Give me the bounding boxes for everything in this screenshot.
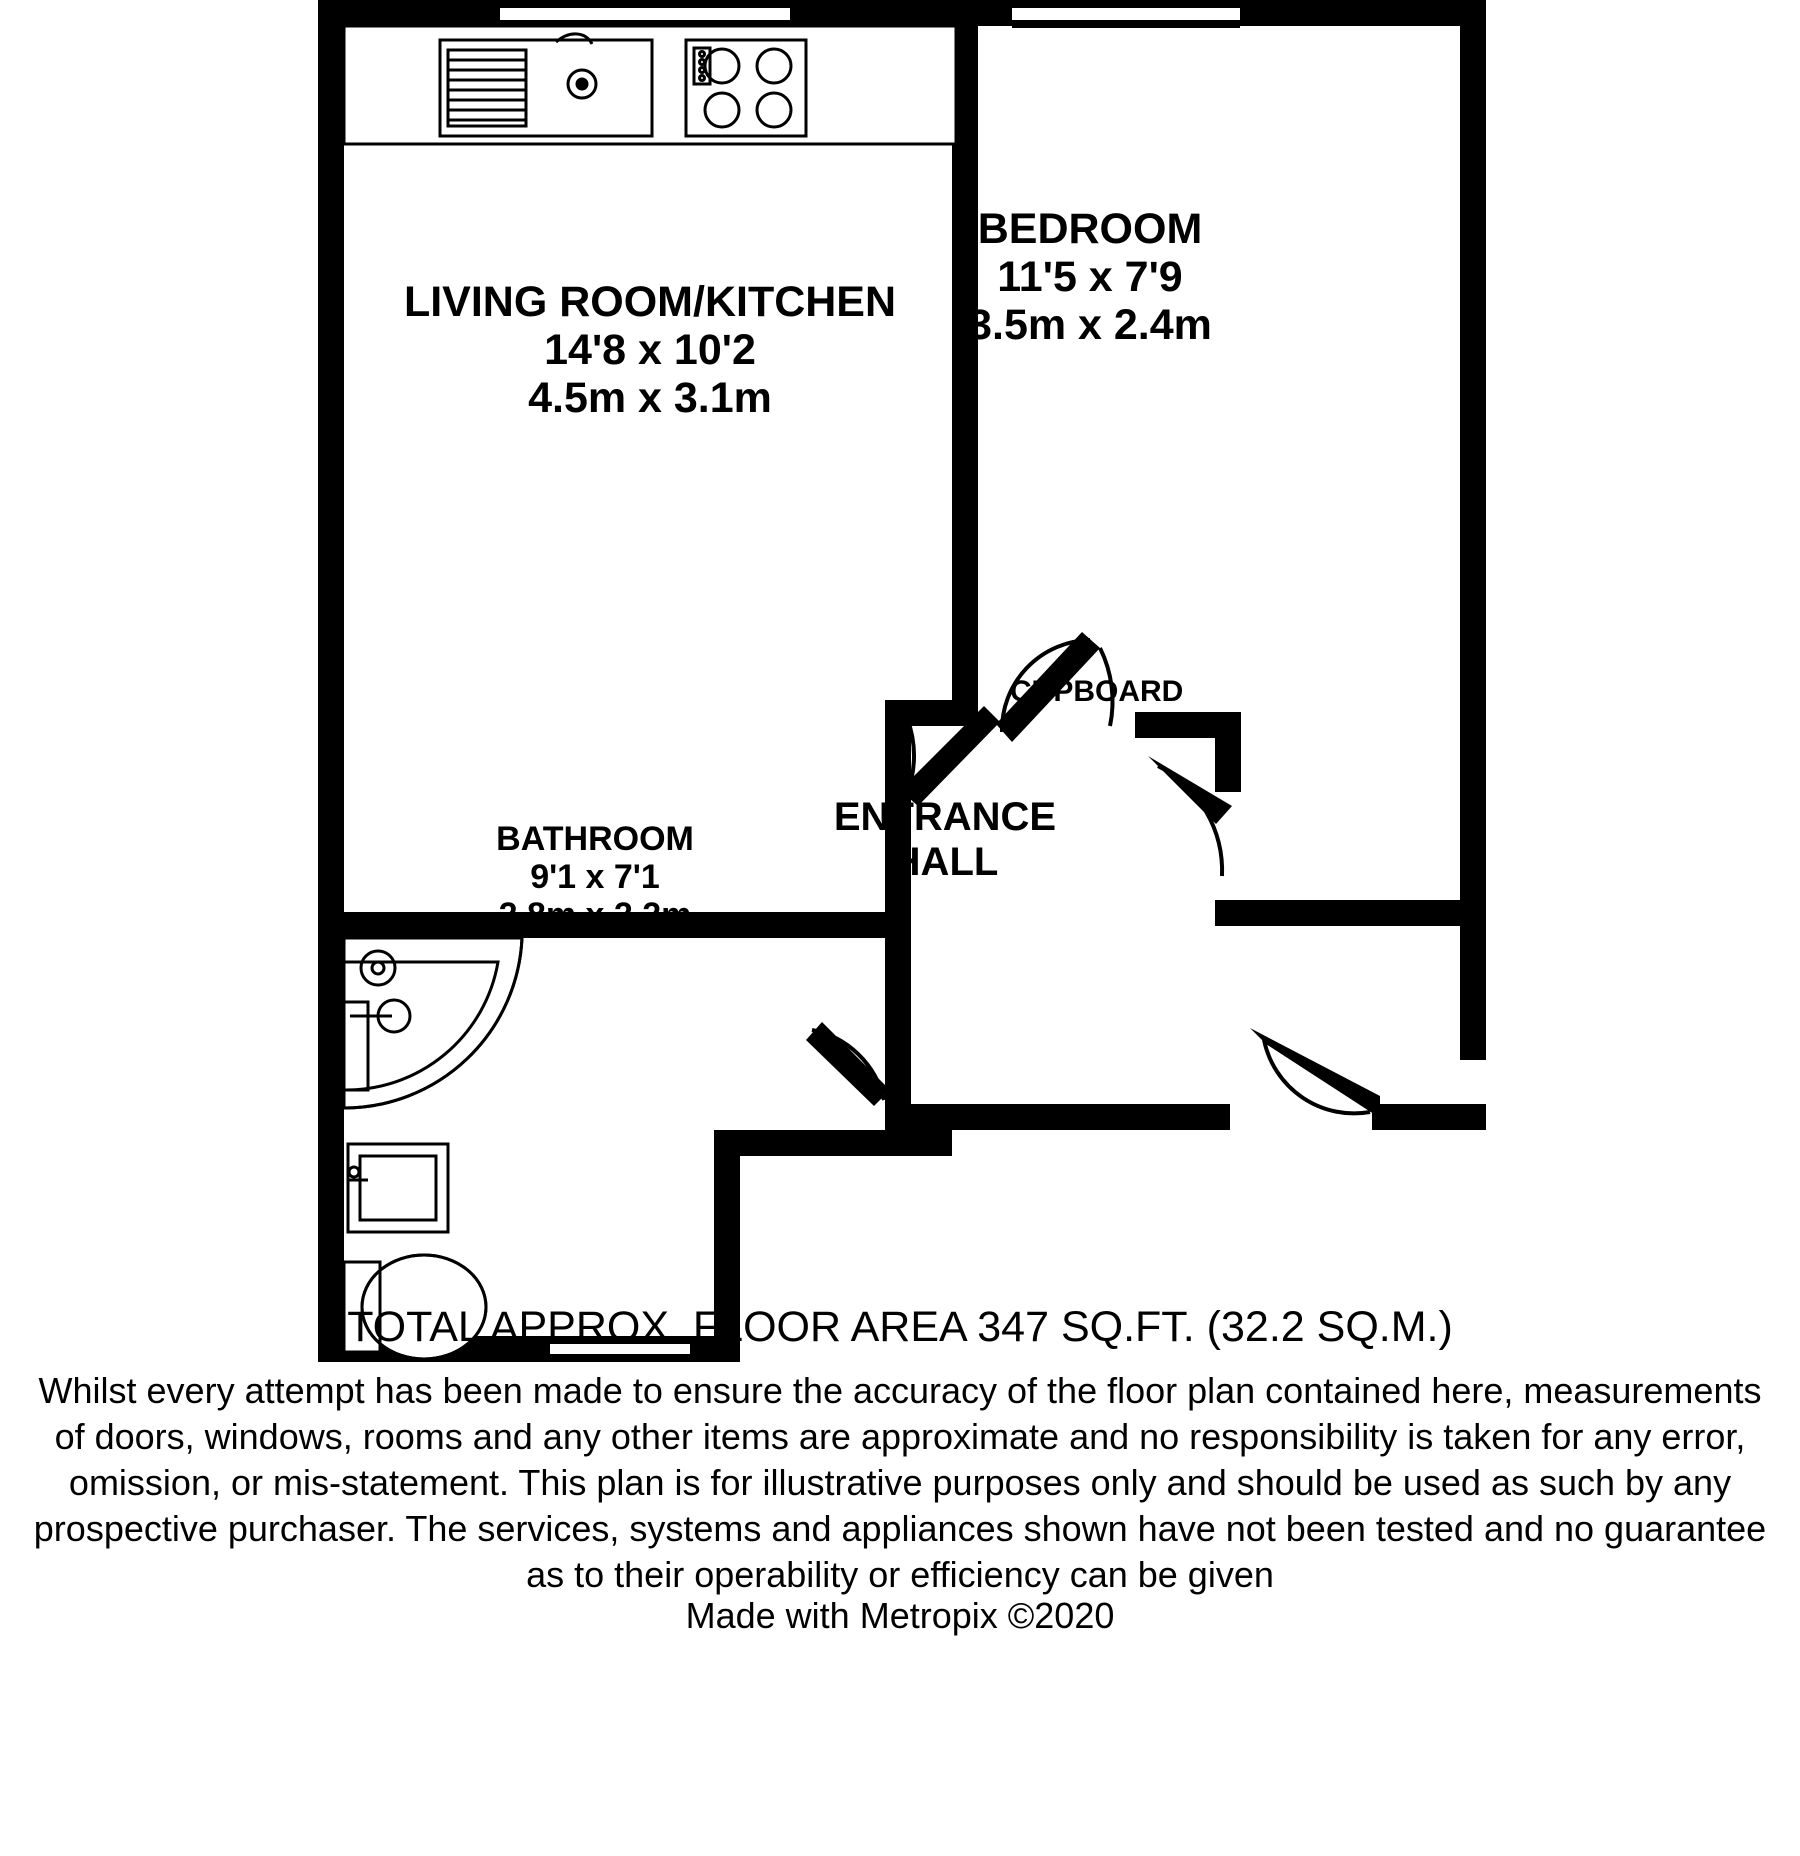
room-label-bedroom [830, 205, 1350, 349]
room-name-line2: HALL [891, 839, 999, 884]
credit-text: Made with Metropix ©2020 [685, 1595, 1115, 1636]
total-floor-area: TOTAL APPROX. FLOOR AREA 347 SQ.FT. (32.2 SQ.M.) [347, 1303, 1453, 1351]
room-name: LIVING ROOM/KITCHEN [403, 278, 897, 326]
room-dimensions-metric: 3.5m x 2.4m [968, 301, 1212, 350]
disclaimer-text [0, 1368, 1800, 1598]
room-dimensions-metric: 4.5m x 3.1m [528, 374, 772, 423]
room-name: CUPBOARD [1010, 675, 1184, 708]
disclaimer-line: of doors, windows, rooms and any other items are approximate and no responsibility is taken for any error, [54, 1416, 1746, 1458]
room-label-bathroom [405, 820, 785, 934]
room-name-line1: ENTRANCE [833, 795, 1057, 839]
disclaimer-line: Whilst every attempt has been made to ensure the accuracy of the floor plan contained here, measurements [38, 1370, 1762, 1411]
disclaimer-line: omission, or mis-statement. This plan is for illustrative purposes only and should be used as such by any [68, 1462, 1732, 1504]
room-name: BATHROOM [496, 820, 694, 858]
room-label-cupboard [1010, 675, 1260, 709]
room-dimensions-imperial: 11'5 x 7'9 [997, 253, 1183, 302]
disclaimer-line: as to their operability or efficiency can be given [526, 1554, 1274, 1596]
room-dimensions-metric: 2.8m x 2.2m [498, 896, 692, 935]
room-label-entrance-hall [770, 795, 1120, 885]
kitchen-counter [344, 26, 956, 144]
disclaimer-line: prospective purchaser. The services, systems and appliances shown have not been tested and no guarantee [33, 1508, 1767, 1550]
room-dimensions-imperial: 9'1 x 7'1 [530, 858, 660, 897]
wash-basin [348, 1144, 448, 1232]
room-dimensions-imperial: 14'8 x 10'2 [544, 326, 756, 375]
shower-quadrant [344, 938, 522, 1108]
room-name: BEDROOM [977, 205, 1203, 253]
